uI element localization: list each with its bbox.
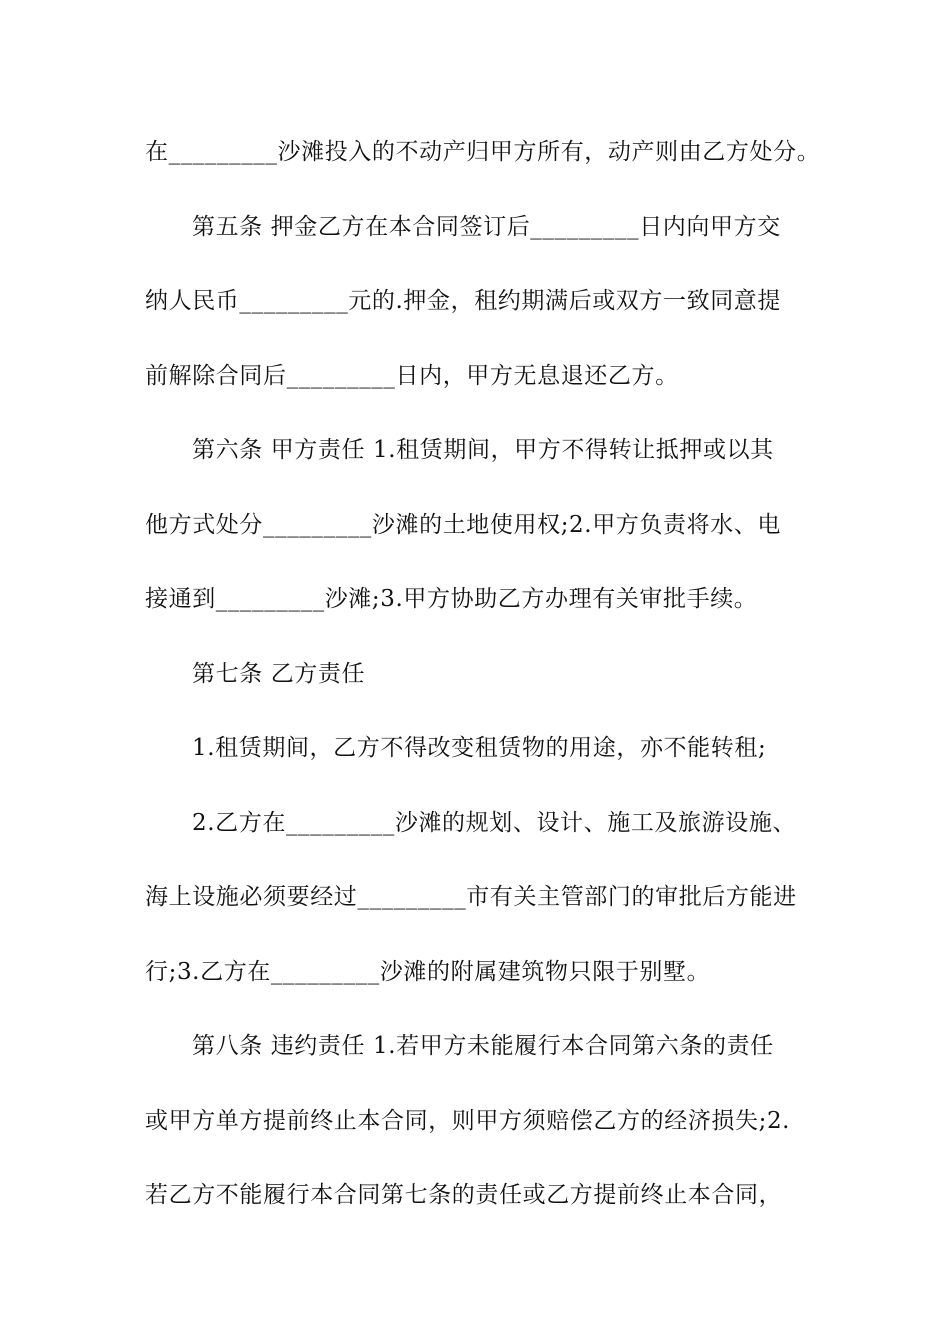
article-6-line-2: 他方式处分_________沙滩的土地使用权;2.甲方负责将水、电	[145, 511, 781, 538]
article-5-line-3: 前解除合同后_________日内，甲方无息退还乙方。	[145, 362, 679, 389]
article-5-line-2: 纳人民币_________元的.押金，租约期满后或双方一致同意提	[145, 288, 782, 314]
article-7-item-2-line-3: 行;3.乙方在_________沙滩的附属建筑物只限于别墅。	[145, 958, 711, 985]
article-6-line-1: 第六条 甲方责任 1.租赁期间，甲方不得转让抵押或以其	[192, 437, 774, 463]
article-8-line-3: 若乙方不能履行本合同第七条的责任或乙方提前终止本合同，	[145, 1182, 783, 1208]
article-7-heading: 第七条 乙方责任	[192, 660, 366, 687]
text-line-1: 在_________沙滩投入的不动产归甲方所有，动产则由乙方处分。	[145, 139, 821, 165]
article-7-item-2-line-1: 2.乙方在_________沙滩的规划、设计、施工及旅游设施、	[192, 809, 797, 836]
article-6-line-3: 接通到_________沙滩;3.甲方协助乙方办理有关审批手续。	[145, 586, 758, 612]
article-8-line-1: 第八条 违约责任 1.若甲方未能履行本合同第六条的责任	[192, 1033, 774, 1059]
article-8-line-2: 或甲方单方提前终止本合同，则甲方须赔偿乙方的经济损失;2.	[145, 1107, 791, 1134]
article-7-item-1: 1.租赁期间，乙方不得改变租赁物的用途，亦不能转租;	[192, 735, 767, 761]
article-7-item-2-line-2: 海上设施必须要经过_________市有关主管部门的审批后方能进	[145, 884, 797, 910]
article-5-line-1: 第五条 押金乙方在本合同签订后_________日内向甲方交	[192, 213, 781, 240]
document-body	[145, 130, 820, 1248]
